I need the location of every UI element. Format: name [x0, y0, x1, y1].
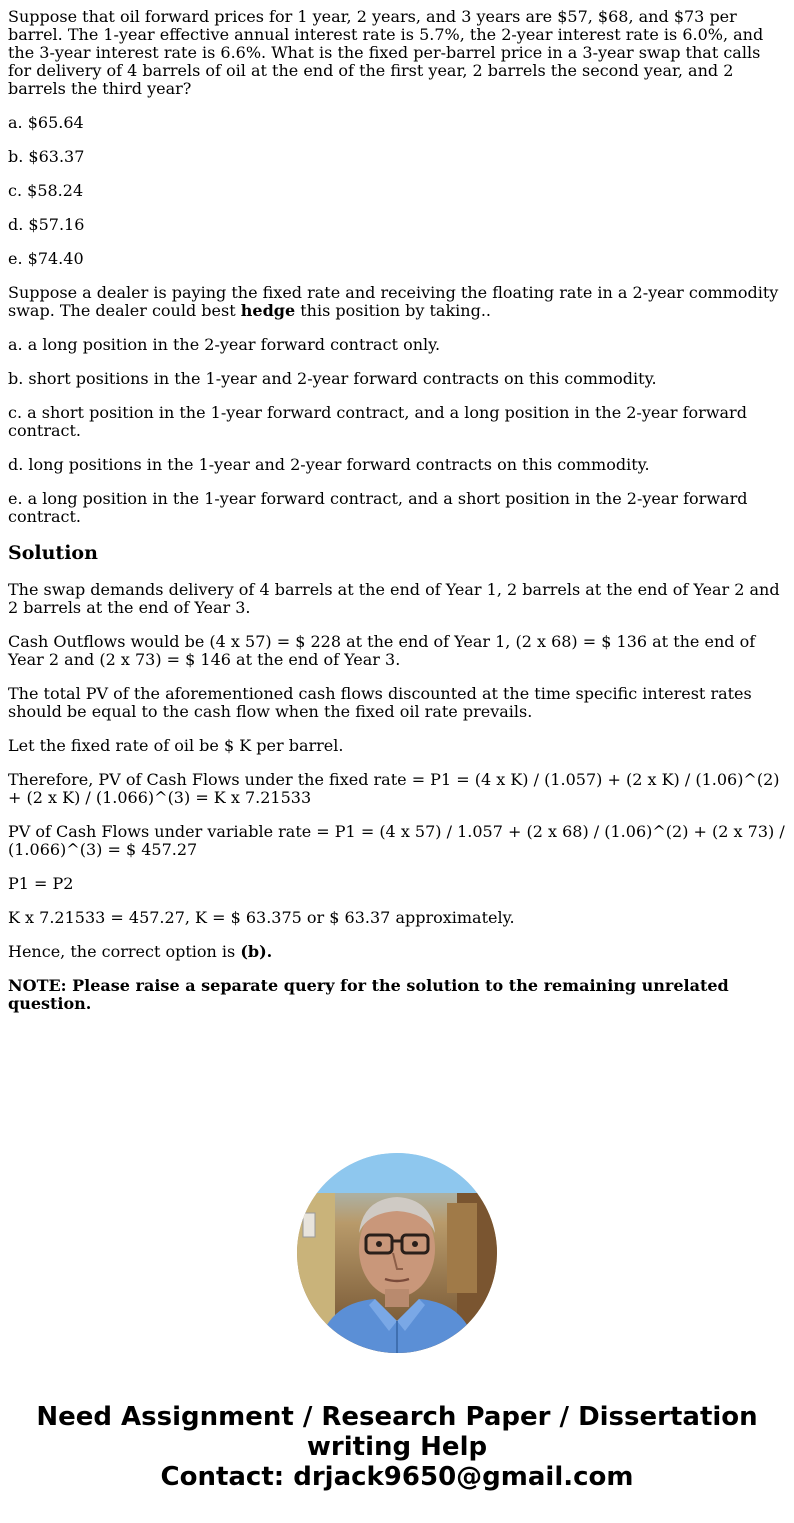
solution-paragraph: Let the fixed rate of oil be $ K per barrel.: [8, 736, 344, 755]
question-1-option-d: d. $57.16: [8, 215, 85, 234]
question-2-text: [8, 284, 786, 320]
question-2-option-e: e. a long position in the 1-year forward contract, and a short position in the 2-year forward contract.: [8, 489, 748, 526]
question-2-text-bold: hedge: [240, 301, 296, 320]
author-portrait-image: [297, 1153, 497, 1353]
question-1-text: Suppose that oil forward prices for 1 year, 2 years, and 3 years are $57, $68, and $73 per barrel. The 1-year effective annual interest rate is 5.7%, the 2-year interest rate is 6.0%, and the 3-year interest rate is 6.6%. What is the fixed per-barrel price in a 3-year swap that calls for delivery of 4 barrels of oil at the end of the first year, 2 barrels the second year, and 2 barrels the third year?: [8, 7, 764, 98]
promo-contact: Contact: drjack9650@gmail.com: [160, 1462, 634, 1492]
question-2-option-b: b. short positions in the 1-year and 2-year forward contracts on this commodity.: [8, 369, 657, 388]
solution-note-text: NOTE: Please raise a separate query for the solution to the remaining unrelated question.: [8, 976, 729, 1013]
question-2-option-a: a. a long position in the 2-year forward contract only.: [8, 335, 441, 354]
question-2-text-before: Suppose a dealer is paying the fixed rate and receiving the floating rate in a 2-year commodity swap. The dealer could best: [8, 283, 779, 320]
document-body: [8, 8, 786, 1029]
solution-paragraph: PV of Cash Flows under variable rate = P1 = (4 x 57) / 1.057 + (2 x 68) / (1.06)^(2) + (2 x 73) / (1.066)^(3) = $ 457.27: [8, 822, 785, 859]
promo-banner: [0, 1402, 794, 1492]
question-1-option-b: b. $63.37: [8, 147, 85, 166]
solution-paragraph: Therefore, PV of Cash Flows under the fixed rate = P1 = (4 x K) / (1.057) + (2 x K) / (1.06)^(2) + (2 x K) / (1.066)^(3) = K x 7.21533: [8, 770, 780, 807]
solution-conclusion-answer: (b).: [240, 942, 273, 961]
solution-paragraph: The total PV of the aforementioned cash flows discounted at the time specific interest rates should be equal to the cash flow when the fixed oil rate prevails.: [8, 684, 752, 721]
solution-paragraph: Cash Outflows would be (4 x 57) = $ 228 at the end of Year 1, (2 x 68) = $ 136 at the end of Year 2 and (2 x 73) = $ 146 at the end of Year 3.: [8, 632, 756, 669]
solution-conclusion-prefix: Hence, the correct option is: [8, 942, 241, 961]
question-2-text-after: this position by taking..: [295, 301, 491, 320]
solution-paragraph: P1 = P2: [8, 874, 74, 893]
question-2-option-c: c. a short position in the 1-year forward contract, and a long position in the 2-year forward contract.: [8, 403, 747, 440]
question-1-option-a: a. $65.64: [8, 113, 84, 132]
author-avatar: [297, 1153, 497, 1353]
question-1-option-e: e. $74.40: [8, 249, 84, 268]
solution-note: [8, 977, 786, 1013]
promo-line-2: writing Help: [306, 1432, 488, 1462]
solution-paragraph: K x 7.21533 = 457.27, K = $ 63.375 or $ 63.37 approximately.: [8, 908, 515, 927]
solution-paragraph: The swap demands delivery of 4 barrels at the end of Year 1, 2 barrels at the end of Year 2 and 2 barrels at the end of Year 3.: [8, 580, 780, 617]
promo-line-1: Need Assignment / Research Paper / Dissertation: [36, 1402, 758, 1432]
solution-heading: Solution: [8, 542, 98, 564]
question-1-option-c: c. $58.24: [8, 181, 84, 200]
solution-conclusion: [8, 943, 786, 961]
question-2-option-d: d. long positions in the 1-year and 2-year forward contracts on this commodity.: [8, 455, 650, 474]
